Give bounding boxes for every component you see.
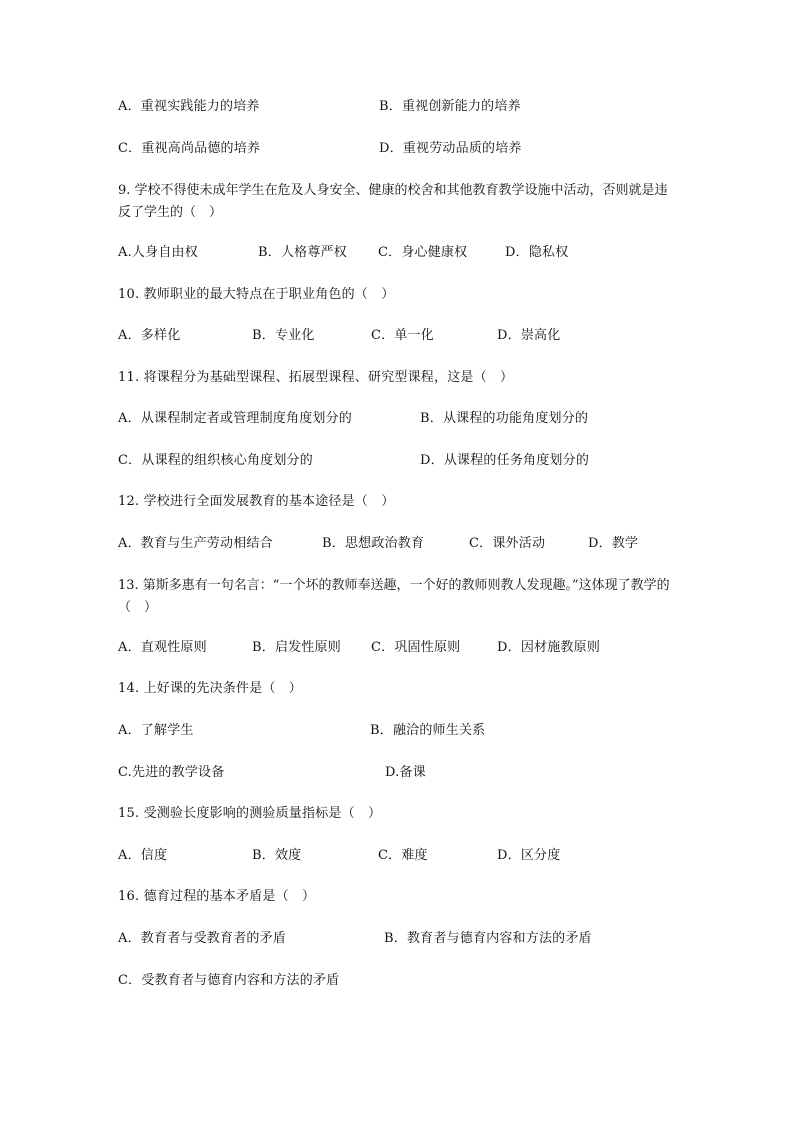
- q11-option-a: A．从课程制定者或管理制度角度划分的: [118, 411, 352, 426]
- q9-option-d: D．隐私权: [505, 245, 569, 260]
- q8-option-b: B．重视创新能力的培养: [379, 99, 521, 114]
- q9-option-a: A.人身自由权: [118, 245, 198, 260]
- q8-option-a: A．重视实践能力的培养: [118, 99, 260, 114]
- q9-stem: 9. 学校不得使未成年学生在危及人身安全、健康的校舍和其他教育教学设施中活动，否则就是违反了学生的（ ）: [118, 183, 668, 220]
- q14-stem: 14. 上好课的先决条件是（ ）: [118, 681, 303, 696]
- q15-stem: 15. 受测验长度影响的测验质量指标是（ ）: [118, 806, 382, 821]
- q9-option-c: C．身心健康权: [378, 245, 468, 260]
- q10-option-a: A．多样化: [118, 328, 181, 343]
- q11-option-c: C．从课程的组织核心角度划分的: [118, 453, 313, 468]
- q8-option-d: D．重视劳动品质的培养: [379, 141, 522, 156]
- q13-option-a: A．直观性原则: [118, 640, 207, 655]
- q14-option-b: B．融洽的师生关系: [370, 723, 486, 738]
- q12-option-a: A．教育与生产劳动相结合: [118, 536, 273, 551]
- q8-option-c: C．重视高尚品德的培养: [118, 141, 261, 156]
- q16-option-b: B．教育者与德育内容和方法的矛盾: [384, 931, 592, 946]
- q10-stem: 10. 教师职业的最大特点在于职业角色的（ ）: [118, 287, 395, 302]
- q16-option-a: A．教育者与受教育者的矛盾: [118, 931, 286, 946]
- q12-option-d: D．教学: [588, 536, 639, 551]
- q15-option-a: A．信度: [118, 848, 168, 863]
- q12-stem: 12. 学校进行全面发展教育的基本途径是（ ）: [118, 494, 395, 509]
- q11-option-d: D．从课程的任务角度划分的: [420, 453, 590, 468]
- q13-option-d: D．因材施教原则: [497, 640, 601, 655]
- q10-option-c: C．单一化: [371, 328, 434, 343]
- q12-option-c: C．课外活动: [469, 536, 546, 551]
- q10-option-b: B．专业化: [252, 328, 315, 343]
- q15-option-c: C．难度: [378, 848, 428, 863]
- q10-option-d: D．崇高化: [497, 328, 561, 343]
- q14-option-d: D.备课: [385, 765, 426, 780]
- q13-option-c: C．巩固性原则: [371, 640, 461, 655]
- q9-option-b: B．人格尊严权: [258, 245, 347, 260]
- q11-stem: 11. 将课程分为基础型课程、拓展型课程、研究型课程，这是（ ）: [118, 370, 514, 385]
- q14-option-c: C.先进的教学设备: [118, 765, 225, 780]
- q11-option-b: B．从课程的功能角度划分的: [420, 411, 589, 426]
- q15-option-d: D．区分度: [497, 848, 561, 863]
- q13-option-b: B．启发性原则: [252, 640, 341, 655]
- q16-stem: 16. 德育过程的基本矛盾是（ ）: [118, 889, 316, 904]
- q14-option-a: A．了解学生: [118, 723, 194, 738]
- q16-option-c: C．受教育者与德育内容和方法的矛盾: [118, 973, 340, 988]
- q12-option-b: B．思想政治教育: [322, 536, 425, 551]
- q15-option-b: B．效度: [252, 848, 302, 863]
- q13-stem: 13. 第斯多惠有一句名言：“一个坏的教师奉送趣，一个好的教师则教人发现趣。”这体现了教学的（ ）: [118, 578, 670, 615]
